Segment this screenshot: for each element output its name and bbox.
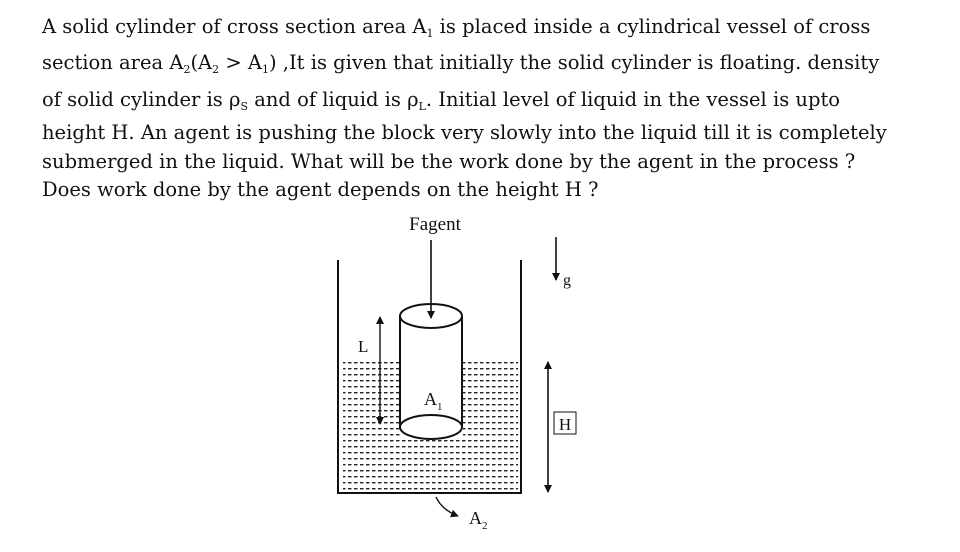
inner-area-label	[424, 389, 443, 413]
height-label: H	[558, 415, 572, 434]
liquid-bottom	[400, 440, 463, 492]
text-segment: and of liquid is ρ	[248, 88, 419, 111]
subscript: L	[418, 100, 426, 113]
outer-area-label	[469, 508, 488, 532]
length-label: L	[358, 337, 369, 356]
text-segment: is placed inside a cylindrical vessel of cross	[433, 15, 871, 38]
inner-area-subscript: 1	[437, 401, 443, 413]
text-segment: of solid cylinder is ρ	[42, 88, 241, 111]
outer-area-letter: A	[469, 508, 482, 528]
question-line-5: submerged in the liquid. What will be the work done by the agent in the process ?	[42, 150, 856, 173]
subscript: 1	[261, 63, 269, 76]
outer-area-pointer	[436, 497, 458, 516]
text-segment: (A	[190, 51, 213, 74]
subscript: 1	[426, 27, 434, 40]
question-line-6: Does work done by the agent depends on the height H ?	[42, 178, 599, 201]
text-segment: section area A	[42, 51, 184, 74]
liquid-right	[463, 360, 518, 492]
subscript: 2	[212, 63, 220, 76]
text-segment: > A	[219, 51, 262, 74]
subscript: S	[240, 100, 249, 113]
subscript: 2	[183, 63, 191, 76]
question-line-4: height H. An agent is pushing the block very slowly into the liquid till it is completely	[42, 121, 887, 144]
force-label: Fagent	[409, 214, 461, 235]
text-segment: . Initial level of liquid in the vessel is upto	[425, 88, 841, 111]
text-segment: ) ,It is given that initially the solid cylinder is floating. density	[268, 51, 880, 74]
outer-area-subscript: 2	[482, 520, 488, 532]
liquid-left	[343, 360, 400, 492]
inner-area-letter: A	[424, 389, 437, 409]
inner-cylinder	[400, 304, 462, 439]
gravity-label: g	[563, 272, 571, 289]
text-segment: A solid cylinder of cross section area A	[42, 15, 427, 38]
